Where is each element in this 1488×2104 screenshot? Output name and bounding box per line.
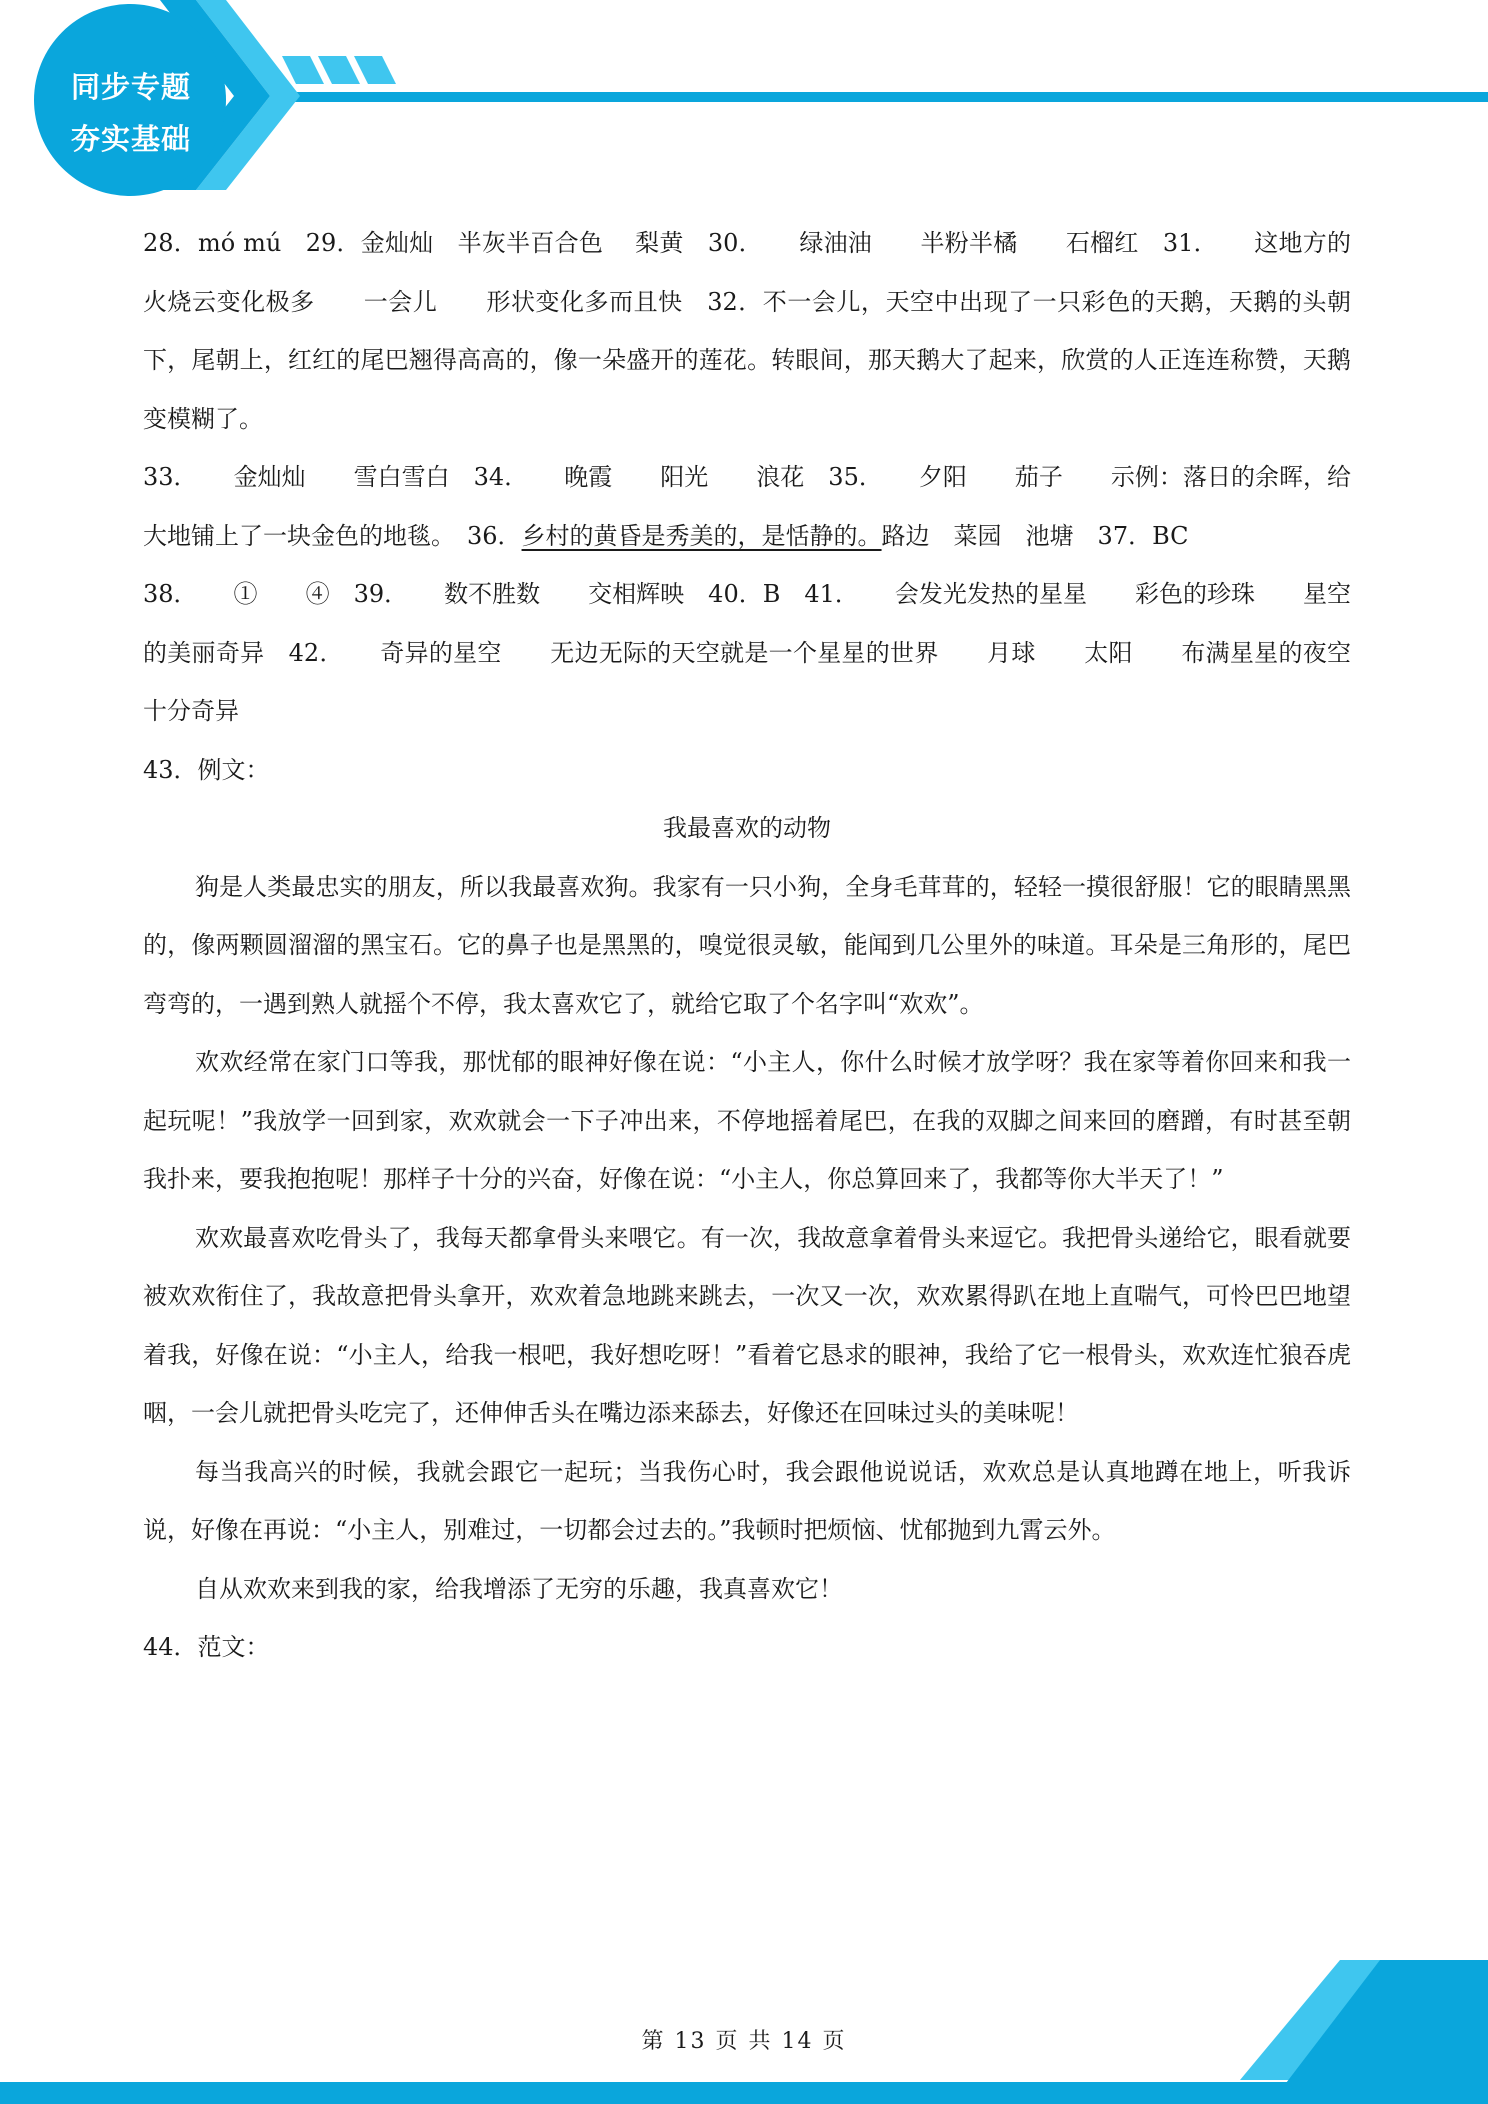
answers-36-37-text: 路边 菜园 池塘 37．BC — [881, 521, 1189, 550]
answers-28-32: 28．mó mú 29．金灿灿 半灰半百合色 梨黄 30． 绿油油 半粉半橘 石榴红 31． 这地方的火烧云变化极多 一会儿 形状变化多而且快 32．不一会儿，天空中出现了一只彩色的天鹅，天鹅的头朝下，尾朝上，红红的尾巴翘得高高的，像一朵盛开的莲花。转眼间，那天鹅大了起来，欣赏的人正连连称赞，天鹅变模糊了。 — [143, 229, 1351, 433]
header-bar — [270, 92, 1488, 102]
header-badge — [36, 28, 226, 198]
badge-line-1: 同步专题 — [70, 70, 191, 104]
badge-line-2: 夯实基础 — [70, 122, 191, 156]
essay-title: 我最喜欢的动物 — [663, 814, 831, 842]
answers-38-42: 38． ① ④ 39． 数不胜数 交相辉映 40．B 41． 会发光发热的星星 彩色的珍珠 星空的美丽奇异 42． 奇异的星空 无边无际的天空就是一个星星的世界 月球 太阳 布满星星的夜空十分奇异 — [143, 580, 1351, 725]
page-number: 第 13 页 共 14 页 — [641, 2029, 847, 2054]
essay-paragraph: 每当我高兴的时候，我就会跟它一起玩；当我伤心时，我会跟他说说话，欢欢总是认真地蹲在地上，听我诉说，好像在再说：“小主人，别难过，一切都会过去的。”我顿时把烦恼、忧郁抛到九霄云外。 — [143, 1457, 1351, 1544]
header-stripe-3 — [354, 56, 396, 84]
essay-paragraph: 狗是人类最忠实的朋友，所以我最喜欢狗。我家有一只小狗，全身毛茸茸的，轻轻一摸很舒服！它的眼睛黑黑的，像两颗圆溜溜的黑宝石。它的鼻子也是黑黑的，嗅觉很灵敏，能闻到几公里外的味道。耳朵是三角形的，尾巴弯弯的，一遇到熟人就摇个不停，我太喜欢它了，就给它取了个名字叫“欢欢”。 — [143, 872, 1351, 1018]
answers-33-37 — [143, 448, 1351, 565]
header-stripe-2 — [318, 56, 360, 84]
footer-bar — [0, 2082, 1488, 2104]
essay-paragraph: 欢欢最喜欢吃骨头了，我每天都拿骨头来喂它。有一次，我故意拿着骨头来逗它。我把骨头递给它，眼看就要被欢欢衔住了，我故意把骨头拿开，欢欢着急地跳来跳去，一次又一次，欢欢累得趴在地上直喘气，可怜巴巴地望着我，好像在说：“小主人，给我一根吧，我好想吃呀！”看着它恳求的眼神，我给了它一根骨头，欢欢连忙狼吞虎咽，一会儿就把骨头吃完了，还伸伸舌头在嘴边添来舔去，好像还在回味过头的美味呢！ — [143, 1223, 1351, 1427]
header-stripe-1 — [282, 56, 324, 84]
answer-content — [143, 214, 1351, 1677]
essay-paragraph: 欢欢经常在家门口等我，那忧郁的眼神好像在说：“小主人，你什么时候才放学呀？我在家等着你回来和我一起玩呢！”我放学一回到家，欢欢就会一下子冲出来，不停地摇着尾巴，在我的双脚之间来回的磨蹭，有时甚至朝我扑来，要我抱抱呢！那样子十分的兴奋，好像在说：“小主人，你总算回来了，我都等你大半天了！” — [143, 1048, 1351, 1193]
answer-36-underlined: 乡村的黄昏是秀美的，是恬静的。 — [521, 521, 882, 550]
question-44-label: 44．范文： — [143, 1633, 270, 1661]
question-43-label: 43．例文： — [143, 755, 270, 784]
answers-33-36-text: 33． 金灿灿 雪白雪白 34． 晚霞 阳光 浪花 35． 夕阳 茄子 示例：落日的余晖，给大地铺上了一块金色的地毯。 36． — [143, 463, 1351, 550]
essay-paragraph: 自从欢欢来到我的家，给我增添了无穷的乐趣，我真喜欢它！ — [195, 1574, 843, 1603]
